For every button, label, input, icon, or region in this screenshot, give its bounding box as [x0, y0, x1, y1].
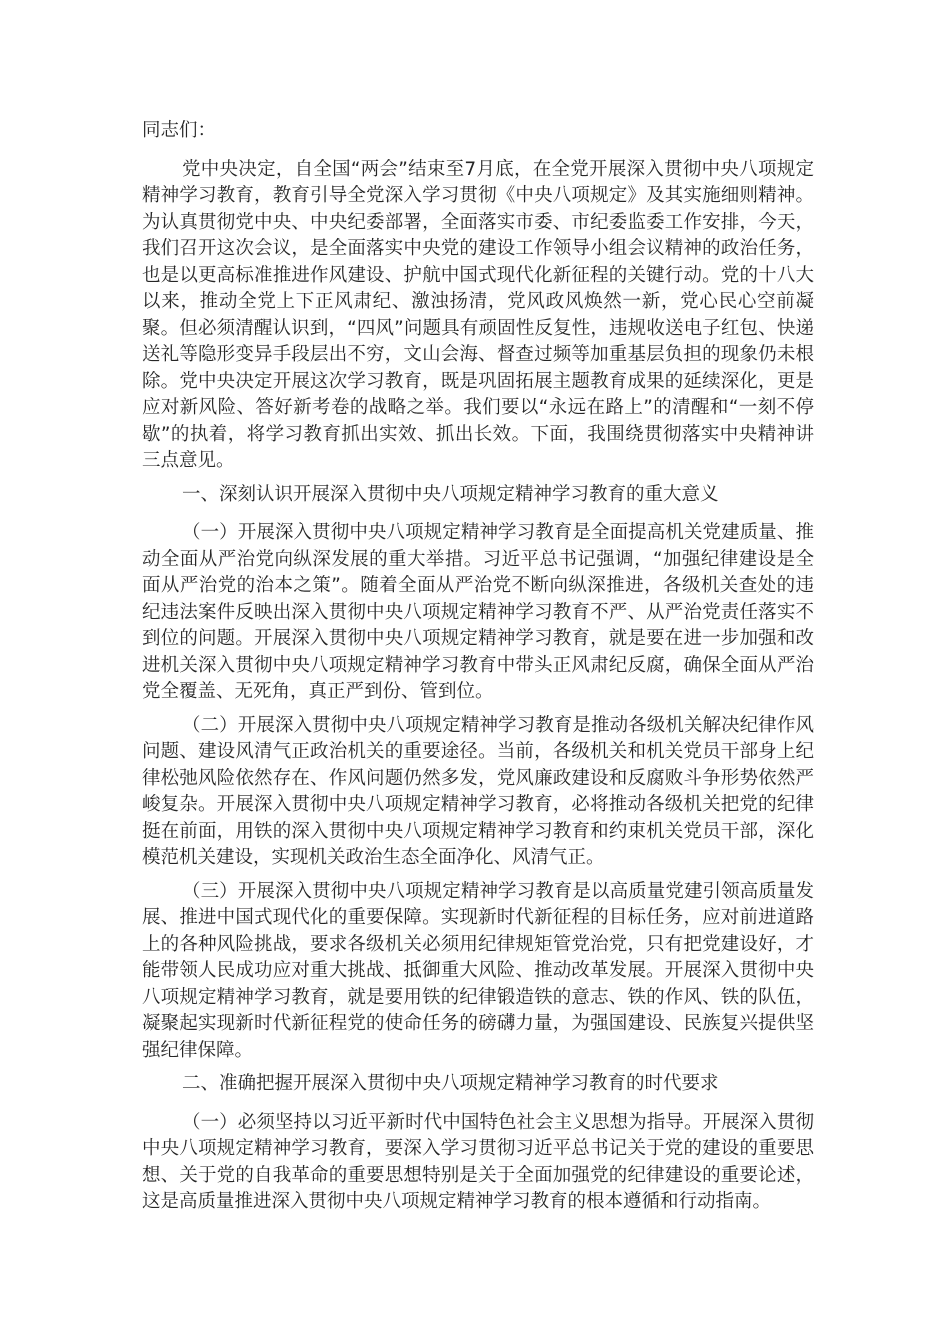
- section-1-paragraph-3: （三）开展深入贯彻中央八项规定精神学习教育是以高质量党建引领高质量发展、推进中国式现代化的重要保障。实现新时代新征程的目标任务，应对前进道路上的各种风险挑战，要求各级机关必须用纪律规矩管党治党，只有把党建设好，才能带领人民成功应对重大挑战、抵御重大风险、推动改革发展。开展深入贯彻中央八项规定精神学习教育，就是要用铁的纪律锻造铁的意志、铁的作风、铁的队伍，凝聚起实现新时代新征程党的使命任务的磅礴力量，为强国建设、民族复兴提供坚强纪律保障。: [142, 880, 814, 1061]
- section-1-heading: 一、深刻认识开展深入贯彻中央八项规定精神学习教育的重大意义: [182, 483, 719, 505]
- intro-paragraph: 党中央决定，自全国“两会”结束至7月底，在全党开展深入贯彻中央八项规定精神学习教育，教育引导全党深入学习贯彻《中央八项规定》及其实施细则精神。为认真贯彻党中央、中央纪委部署，全面落实市委、市纪委监委工作安排，今天，我们召开这次会议，是全面落实中央党的建设工作领导小组会议精神的政治任务，也是以更高标准推进作风建设、护航中国式现代化新征程的关键行动。党的十八大以来，推动全党上下正风肃纪、激浊扬清，党风政风焕然一新，党心民心空前凝聚。但必须清醒认识到，“四风”问题具有顽固性反复性，违规收送电子红包、快递送礼等隐形变异手段层出不穷，文山会海、督查过频等加重基层负担的现象仍未根除。党中央决定开展这次学习教育，既是巩固拓展主题教育成果的延续深化，更是应对新风险、答好新考卷的战略之举。我们要以“永远在路上”的清醒和“一刻不停歇”的执着，将学习教育抓出实效、抓出长效。下面，我围绕贯彻落实中央精神讲三点意见。: [142, 158, 814, 471]
- section-1-paragraph-2: （二）开展深入贯彻中央八项规定精神学习教育是推动各级机关解决纪律作风问题、建设风清气正政治机关的重要途径。当前，各级机关和机关党员干部身上纪律松弛风险依然存在、作风问题仍然多发，党风廉政建设和反腐败斗争形势依然严峻复杂。开展深入贯彻中央八项规定精神学习教育，必将推动各级机关把党的纪律挺在前面，用铁的深入贯彻中央八项规定精神学习教育和约束机关党员干部，深化模范机关建设，实现机关政治生态全面净化、风清气正。: [142, 714, 814, 868]
- section-2-paragraph-1: （一）必须坚持以习近平新时代中国特色社会主义思想为指导。开展深入贯彻中央八项规定精神学习教育，要深入学习贯彻习近平总书记关于党的建设的重要思想、关于党的自我革命的重要思想特别是关于全面加强党的纪律建设的重要论述，这是高质量推进深入贯彻中央八项规定精神学习教育的根本遵循和行动指南。: [142, 1111, 814, 1212]
- section-1-paragraph-1: （一）开展深入贯彻中央八项规定精神学习教育是全面提高机关党建质量、推动全面从严治党向纵深发展的重大举措。习近平总书记强调，“加强纪律建设是全面从严治党的治本之策”。随着全面从严治党不断向纵深推进，各级机关查处的违纪违法案件反映出深入贯彻中央八项规定精神学习教育不严、从严治党责任落实不到位的问题。开展深入贯彻中央八项规定精神学习教育，就是要在进一步加强和改进机关深入贯彻中央八项规定精神学习教育中带头正风肃纪反腐，确保全面从严治党全覆盖、无死角，真正严到份、管到位。: [142, 522, 814, 702]
- salutation: 同志们：: [142, 120, 217, 141]
- section-2-heading: 二、准确把握开展深入贯彻中央八项规定精神学习教育的时代要求: [182, 1073, 719, 1094]
- document-body: [142, 118, 814, 1223]
